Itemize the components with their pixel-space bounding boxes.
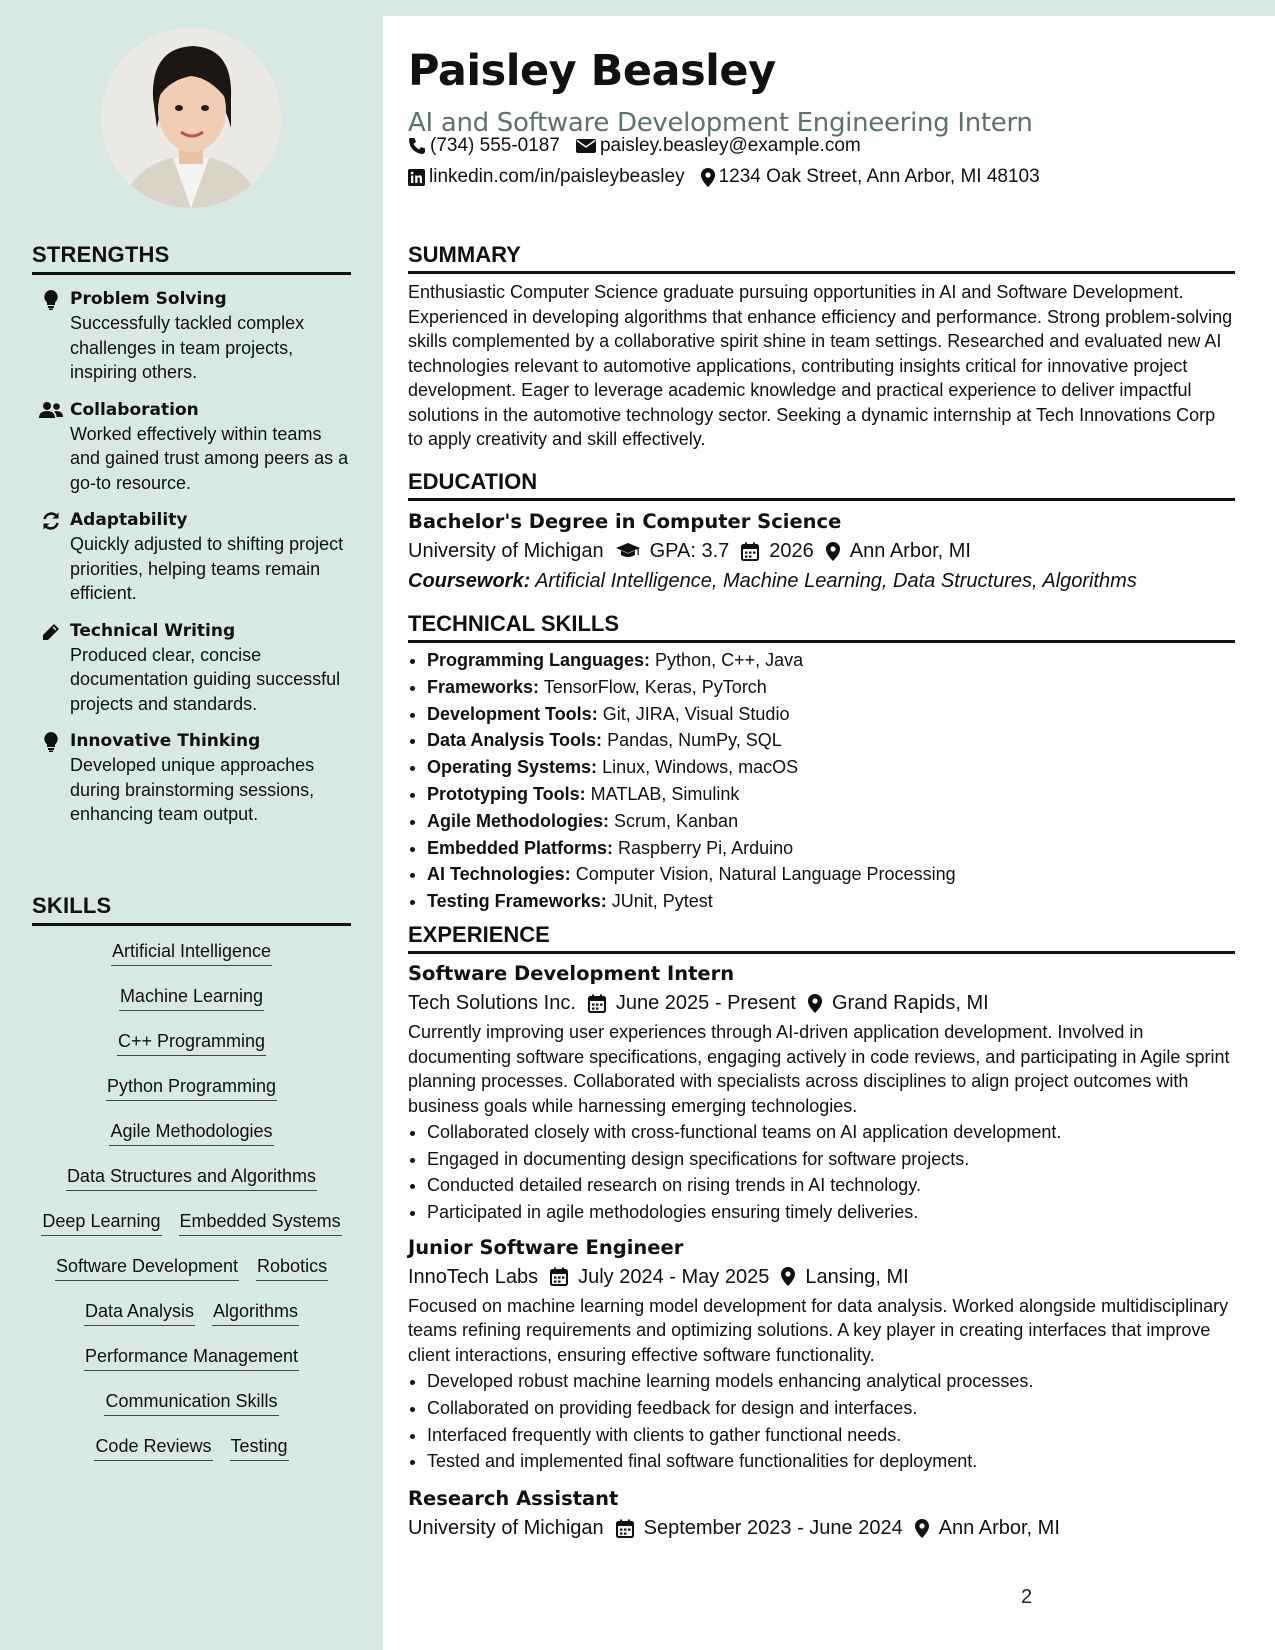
skill-values: JUnit, Pytest [611, 891, 713, 912]
skill-values: TensorFlow, Keras, PyTorch [543, 676, 767, 697]
map-pin-icon [915, 1519, 929, 1538]
list-item [427, 781, 1235, 808]
list-item: • Conducted detailed research on rising trends in AI technology. [427, 1172, 1235, 1199]
education-section [408, 469, 1235, 596]
refresh-icon [32, 508, 70, 606]
job-entry-title: Junior Software Engineer [408, 1235, 684, 1259]
calendar-icon [616, 1519, 634, 1538]
skill-tag: Algorithms [212, 1300, 299, 1326]
coursework [408, 566, 1235, 596]
strength-title: Problem Solving [70, 289, 227, 309]
candidate-name: Paisley Beasley [408, 46, 776, 96]
job-meta [408, 988, 1235, 1018]
list-item: • Collaborated on providing feedback for design and interfaces. [427, 1395, 1235, 1422]
summary-text: Enthusiastic Computer Science graduate pursuing opportunities in AI and Software Development. Experienced in developing algorithms that enhance efficiency and performance. Strong problem-solving skills complemented by a collaborative spirit shine in team settings. Researched and evaluated new AI technologies relevant to automotive applications, contributing insights critical for innovative project development. Eager to leverage academic knowledge and practical experience to deliver impactful solutions in the automotive technology sector. Seeking a dynamic internship at Tech Innovations Corp to apply creativity and skill effectively. [408, 282, 1233, 449]
email-link[interactable]: paisley.beasley@example.com [599, 135, 861, 156]
list-item: • Engaged in documenting design specifications for software projects. [427, 1146, 1235, 1173]
address-text: 1234 Oak Street, Ann Arbor, MI 48103 [718, 166, 1040, 187]
skill-values: MATLAB, Simulink [590, 783, 740, 804]
strength-title: Adaptability [70, 510, 188, 530]
skill-category: Frameworks: [427, 676, 540, 697]
users-icon [32, 398, 70, 496]
list-item [427, 835, 1235, 862]
list-item [427, 647, 1235, 674]
education-meta [408, 536, 1235, 566]
calendar-icon [588, 994, 606, 1013]
skill-category: AI Technologies: [427, 864, 571, 885]
skill-tag: Data Analysis [84, 1300, 195, 1326]
job-description: Focused on machine learning model development for data analysis. Worked alongside multidisciplinary teams refining requirements and optimizing solutions. A key player in creating interfaces that improve client interactions, ensuring effective software functionality. [408, 1295, 1229, 1365]
job-entry-title: Software Development Intern [408, 962, 735, 985]
envelope-icon [576, 138, 596, 154]
skill-category: Testing Frameworks: [427, 891, 607, 912]
company-name: InnoTech Labs [408, 1265, 539, 1288]
job-meta [408, 1513, 1235, 1543]
list-item [427, 727, 1235, 754]
strength-description: Produced clear, concise documentation guiding successful projects and standards. [70, 644, 341, 714]
skill-tag: Communication Skills [104, 1390, 278, 1416]
coursework-label: Coursework: [408, 570, 531, 592]
skill-category: Data Analysis Tools: [427, 730, 603, 751]
skill-tag: C++ Programming [117, 1030, 266, 1056]
page-number: 2 [1021, 1586, 1033, 1608]
profile-photo [101, 28, 281, 208]
company-name: University of Michigan [408, 1517, 604, 1540]
calendar-icon [741, 542, 759, 561]
job-bullets [408, 1368, 1235, 1475]
map-pin-icon [781, 1267, 795, 1286]
strength-item [32, 287, 351, 385]
list-item: • Developed robust machine learning models enhancing analytical processes. [427, 1368, 1235, 1395]
job-location: Grand Rapids, MI [832, 992, 989, 1014]
list-item: • Participated in agile methodologies ensuring timely deliveries. [427, 1199, 1235, 1226]
list-item [427, 674, 1235, 701]
experience-heading: EXPERIENCE [408, 922, 1235, 954]
skill-values: Git, JIRA, Visual Studio [602, 703, 790, 724]
summary-section [408, 242, 1235, 452]
technical-skills-section [408, 611, 1235, 915]
skill-tag: Software Development [55, 1255, 239, 1281]
job-meta [408, 1262, 1235, 1292]
list-item: • Interfaced frequently with clients to gather functional needs. [427, 1422, 1235, 1449]
job-entry [408, 1234, 1235, 1475]
strength-description: Successfully tackled complex challenges in team projects, inspiring others. [70, 313, 305, 382]
job-location: Ann Arbor, MI [938, 1517, 1060, 1540]
gpa: GPA: 3.7 [649, 540, 730, 562]
linkedin-link[interactable]: linkedin.com/in/paisleybeasley [429, 166, 685, 187]
skills-list [32, 940, 351, 1480]
skills-heading: SKILLS [32, 893, 351, 926]
strength-item [32, 729, 351, 827]
list-item [427, 888, 1235, 915]
skill-tag: Artificial Intelligence [111, 940, 272, 966]
job-dates: September 2023 - June 2024 [643, 1517, 903, 1540]
job-dates: June 2025 - Present [615, 992, 796, 1014]
list-item [427, 754, 1235, 781]
skill-tag: Data Structures and Algorithms [66, 1165, 317, 1191]
job-entry [408, 1485, 1235, 1543]
skill-tag: Performance Management [84, 1345, 299, 1371]
technical-skills-list [408, 647, 1235, 915]
list-item: • Collaborated closely with cross-functional teams on AI application development. [427, 1119, 1235, 1146]
contact-address [701, 165, 1040, 189]
strength-description: Quickly adjusted to shifting project priorities, helping teams remain efficient. [70, 534, 344, 603]
education-heading: EDUCATION [408, 469, 1235, 501]
map-pin-icon [701, 168, 715, 187]
sidebar [0, 0, 383, 1650]
skill-tag: Testing [230, 1435, 289, 1461]
skill-category: Agile Methodologies: [427, 810, 609, 831]
degree-title: Bachelor's Degree in Computer Science [408, 510, 842, 533]
skill-tag: Machine Learning [119, 985, 264, 1011]
phone-icon [408, 137, 426, 155]
strength-title: Technical Writing [70, 620, 236, 641]
strength-item [32, 398, 351, 496]
skill-tag: Code Reviews [94, 1435, 212, 1461]
skill-values: Python, C++, Java [655, 650, 804, 670]
summary-heading: SUMMARY [408, 242, 1235, 274]
experience-section [408, 922, 1235, 1543]
strength-item [32, 508, 351, 606]
skill-tag: Embedded Systems [179, 1210, 342, 1236]
contact-line-1 [408, 134, 877, 158]
skill-category: Operating Systems: [427, 757, 598, 778]
main-content [383, 16, 1275, 1650]
list-item [427, 808, 1235, 835]
education-location: Ann Arbor, MI [849, 540, 971, 562]
calendar-icon [550, 1267, 568, 1286]
job-description: Currently improving user experiences through AI-driven application development. Involved in documenting software specifications, engaging actively in code reviews, and participating in Agile sprint planning processes. Collaborated with specialists across disciplines to align project outcomes with business goals while harnessing emerging technologies. [408, 1022, 1230, 1116]
skill-values: Scrum, Kanban [614, 810, 739, 831]
skill-category: Programming Languages: [427, 650, 651, 670]
map-pin-icon [808, 994, 822, 1013]
graduation-cap-icon [616, 542, 640, 560]
contact-email [576, 134, 861, 158]
map-pin-icon [826, 542, 840, 561]
contact-phone [408, 134, 560, 158]
strength-title: Collaboration [70, 399, 199, 420]
list-item [427, 861, 1235, 888]
job-bullets [408, 1119, 1235, 1226]
skill-category: Embedded Platforms: [427, 837, 614, 858]
strength-description: Developed unique approaches during brainstorming sessions, enhancing team output. [70, 755, 315, 824]
job-dates: July 2024 - May 2025 [578, 1265, 770, 1288]
school-name: University of Michigan [408, 540, 604, 562]
job-title: AI and Software Development Engineering Intern [408, 108, 1033, 138]
list-item [427, 701, 1235, 728]
technical-skills-heading: TECHNICAL SKILLS [408, 611, 1235, 643]
job-entry [408, 960, 1235, 1226]
graduation-year: 2026 [769, 540, 814, 562]
strength-title: Innovative Thinking [70, 731, 261, 751]
list-item: • Tested and implemented final software functionalities for deployment. [427, 1448, 1235, 1475]
coursework-list: Artificial Intelligence, Machine Learning, Data Structures, Algorithms [535, 570, 1137, 592]
skill-tag: Robotics [256, 1255, 328, 1281]
linkedin-icon [408, 169, 425, 186]
contact-line-2 [408, 165, 1056, 189]
lightbulb-icon [32, 287, 70, 385]
skill-values: Raspberry Pi, Arduino [618, 837, 794, 858]
job-entry-title: Research Assistant [408, 1487, 619, 1511]
phone-text[interactable]: (734) 555-0187 [430, 135, 560, 156]
skill-values: Computer Vision, Natural Language Processing [575, 864, 956, 885]
strength-item [32, 619, 351, 717]
contact-linkedin [408, 165, 685, 189]
skill-values: Pandas, NumPy, SQL [607, 730, 782, 751]
job-location: Lansing, MI [805, 1265, 909, 1288]
company-name: Tech Solutions Inc. [408, 992, 576, 1014]
skill-tag: Python Programming [106, 1075, 277, 1101]
strengths-heading: STRENGTHS [32, 242, 351, 275]
lightbulb-icon [32, 729, 70, 827]
skill-values: Linux, Windows, macOS [602, 757, 799, 778]
skill-tag: Deep Learning [41, 1210, 161, 1236]
strength-description: Worked effectively within teams and gained trust among peers as a go-to resource. [70, 423, 349, 493]
skill-category: Development Tools: [427, 703, 598, 724]
skill-category: Prototyping Tools: [427, 783, 586, 804]
pencil-icon [32, 619, 70, 717]
strengths-section [32, 242, 351, 827]
skills-section [32, 893, 351, 1480]
skill-tag: Agile Methodologies [109, 1120, 273, 1146]
